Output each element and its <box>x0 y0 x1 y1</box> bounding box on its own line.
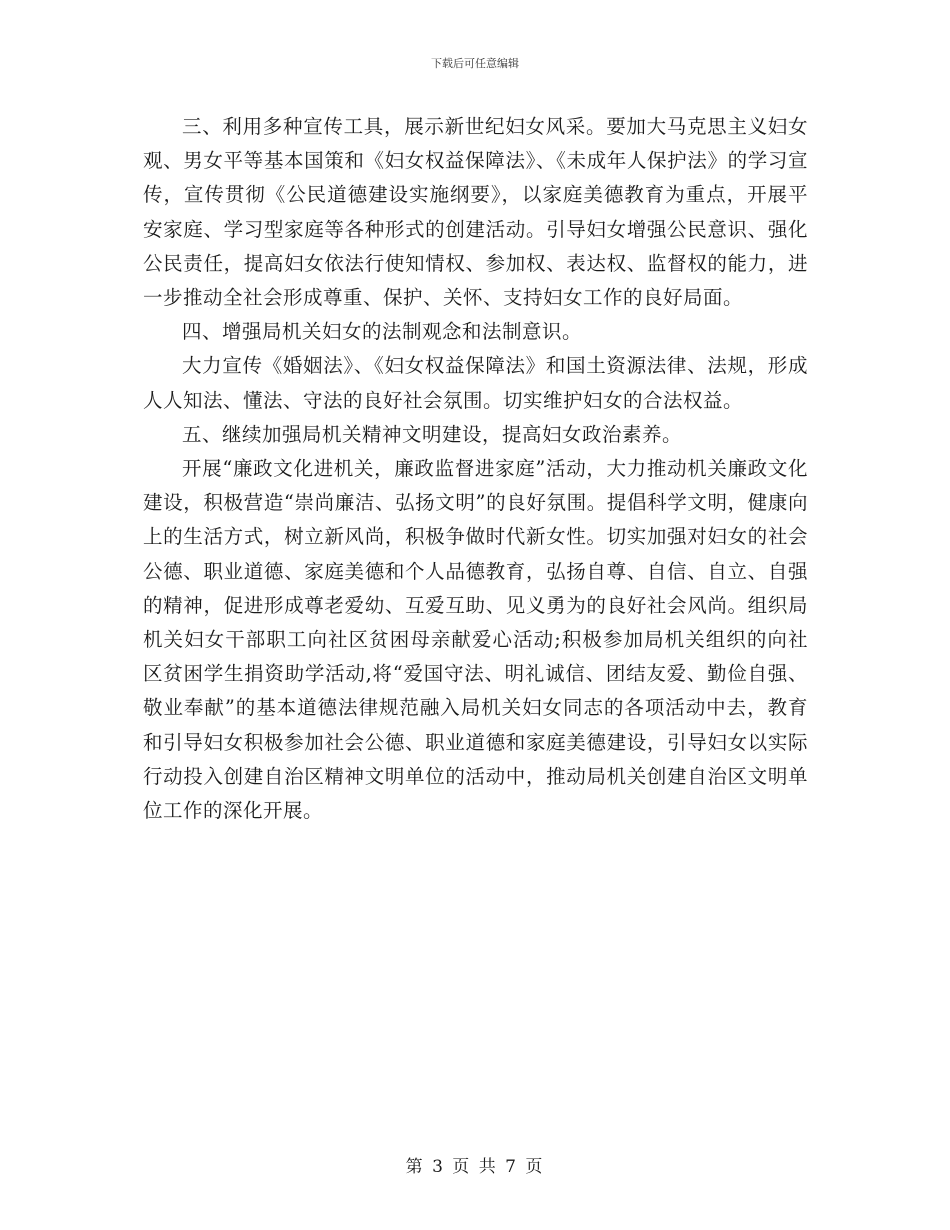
header-note: 下载后可任意编辑 <box>431 57 519 70</box>
paragraph-section-four-body: 大力宣传《婚姻法》、《妇女权益保障法》和国土资源法律、法规，形成人人知法、懂法、守法的良好社会氛围。切实维护妇女的合法权益。 <box>143 354 808 412</box>
paragraph-section-five-body: 开展“廉政文化进机关，廉政监督进家庭”活动，大力推动机关廉政文化建设，积极营造“崇尚廉洁、弘扬文明”的良好氛围。提倡科学文明，健康向上的生活方式，树立新风尚，积极争做时代新女性。切实加强对妇女的社会公德、职业道德、家庭美德和个人品德教育，弘扬自尊、自信、自立、自强的精神，促进形成尊老爱幼、互爱互助、见义勇为的良好社会风尚。组织局机关妇女干部职工向社区贫困母亲献爱心活动;积极参加局机关组织的向社区贫困学生捐资助学活动,将“爱国守法、明礼诚信、团结友爱、勤俭自强、敬业奉献”的基本道德法律规范融入局机关妇女同志的各项活动中去，教育和引导妇女积极参加社会公德、职业道德和家庭美德建设，引导妇女以实际行动投入创建自治区精神文明单位的活动中，推动局机关创建自治区文明单位工作的深化开展。 <box>143 457 808 823</box>
document-body <box>143 110 808 828</box>
paragraph-section-five-heading: 五、继续加强局机关精神文明建设，提高妇女政治素养。 <box>182 422 683 446</box>
paragraph-section-three: 三、利用多种宣传工具，展示新世纪妇女风采。要加大马克思主义妇女观、男女平等基本国策和《妇女权益保障法》、《未成年人保护法》的学习宣传，宣传贯彻《公民道德建设实施纲要》，以家庭美德教育为重点，开展平安家庭、学习型家庭等各种形式的创建活动。引导妇女增强公民意识、强化公民责任，提高妇女依法行使知情权、参加权、表达权、监督权的能力，进一步推动全社会形成尊重、保护、关怀、支持妇女工作的良好局面。 <box>143 115 808 310</box>
page-number-footer: 第 3 页 共 7 页 <box>405 1157 545 1177</box>
paragraph-section-four-heading: 四、增强局机关妇女的法制观念和法制意识。 <box>182 320 583 344</box>
